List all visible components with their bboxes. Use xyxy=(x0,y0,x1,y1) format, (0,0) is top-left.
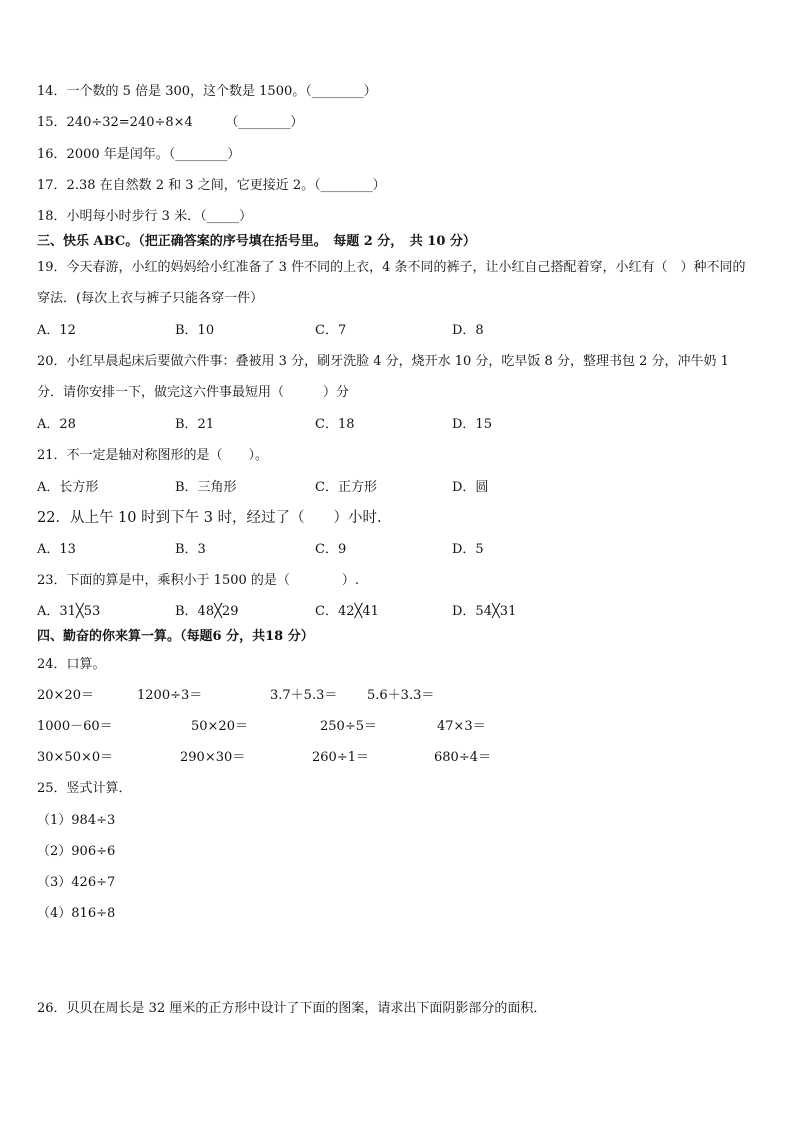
question-14: 14．一个数的 5 倍是 300，这个数是 1500。（________） xyxy=(37,84,377,99)
q23-option-d: D．54╳31 xyxy=(452,604,517,619)
calc-item: 50×20＝ xyxy=(191,719,248,734)
q22-option-d: D．5 xyxy=(452,542,484,557)
q21-option-b: B．三角形 xyxy=(175,480,237,495)
calc-item: 1200÷3＝ xyxy=(137,688,203,703)
q22-option-c: C．9 xyxy=(315,542,347,557)
q23-option-c: C．42╳41 xyxy=(315,604,379,619)
q20-option-b: B．21 xyxy=(175,417,215,432)
q19-option-c: C．7 xyxy=(315,323,347,338)
question-18: 18．小明每小时步行 3 米．（_____） xyxy=(37,209,253,224)
question-22: 22．从上午 10 时到下午 3 时，经过了（ ）小时. xyxy=(37,510,382,526)
section-3-heading: 三、快乐 ABC。（把正确答案的序号填在括号里。 每题 2 分， 共 10 分） xyxy=(37,234,476,249)
q19-option-b: B．10 xyxy=(175,323,215,338)
q22-option-a: A．13 xyxy=(37,542,76,557)
calc-item: 260÷1＝ xyxy=(312,750,369,765)
q19-option-d: D．8 xyxy=(452,323,484,338)
section-4-heading: 四、勤奋的你来算一算。（每题6 分，共18 分） xyxy=(37,629,314,644)
q20-option-d: D．15 xyxy=(452,417,492,432)
q23-option-a: A．31╳53 xyxy=(37,604,101,619)
calc-item: 20×20＝ xyxy=(37,688,94,703)
calc-item: 290×30＝ xyxy=(180,750,246,765)
q21-option-d: D．圆 xyxy=(452,480,489,495)
q19-option-a: A．12 xyxy=(37,323,76,338)
q25-item-4: （4）816÷8 xyxy=(37,906,116,921)
q20-option-c: C．18 xyxy=(315,417,355,432)
q23-option-b: B．48╳29 xyxy=(175,604,239,619)
calc-item: 250÷5＝ xyxy=(320,719,377,734)
q25-item-2: （2）906÷6 xyxy=(37,844,116,859)
q25-item-1: （1）984÷3 xyxy=(37,813,116,828)
question-16: 16．2000 年是闰年。（________） xyxy=(37,147,241,162)
question-23: 23．下面的算是中，乘积小于 1500 的是（ ）. xyxy=(37,573,360,588)
question-20: 20．小红早晨起床后要做六件事：叠被用 3 分，刷牙洗脸 4 分，烧开水 10 分，吃早饭 8 分，整理书包 2 分，冲牛奶 1 分．请你安排一下，做完这六件事最短用（ ）分 xyxy=(37,354,729,400)
calc-item: 3.7＋5.3＝ xyxy=(270,688,338,703)
q25-item-3: （3）426÷7 xyxy=(37,875,116,890)
q20-option-a: A．28 xyxy=(37,417,76,432)
question-26: 26．贝贝在周长是 32 厘米的正方形中设计了下面的图案，请求出下面阴影部分的面积． xyxy=(37,1001,547,1016)
calc-item: 5.6＋3.3＝ xyxy=(367,688,435,703)
calc-item: 30×50×0＝ xyxy=(37,750,114,765)
calc-item: 47×3＝ xyxy=(437,719,486,734)
calc-item: 680÷4＝ xyxy=(434,750,491,765)
question-17: 17．2.38 在自然数 2 和 3 之间，它更接近 2。（________） xyxy=(37,178,386,193)
question-15: 15．240÷32=240÷8×4 （________） xyxy=(37,115,304,130)
question-24-title: 24．口算。 xyxy=(37,657,106,672)
question-21: 21．不一定是轴对称图形的是（ ）。 xyxy=(37,448,269,463)
q22-option-b: B．3 xyxy=(175,542,206,557)
calc-item: 1000－60＝ xyxy=(37,719,113,734)
question-25-title: 25．竖式计算． xyxy=(37,781,132,796)
question-19: 19．今天春游，小红的妈妈给小红准备了 3 件不同的上衣，4 条不同的裤子，让小红自己搭配着穿，小红有（ ）种不同的穿法．(每次上衣与裤子只能各穿一件） xyxy=(37,260,746,306)
q21-option-c: C．正方形 xyxy=(315,480,377,495)
q21-option-a: A．长方形 xyxy=(37,480,99,495)
